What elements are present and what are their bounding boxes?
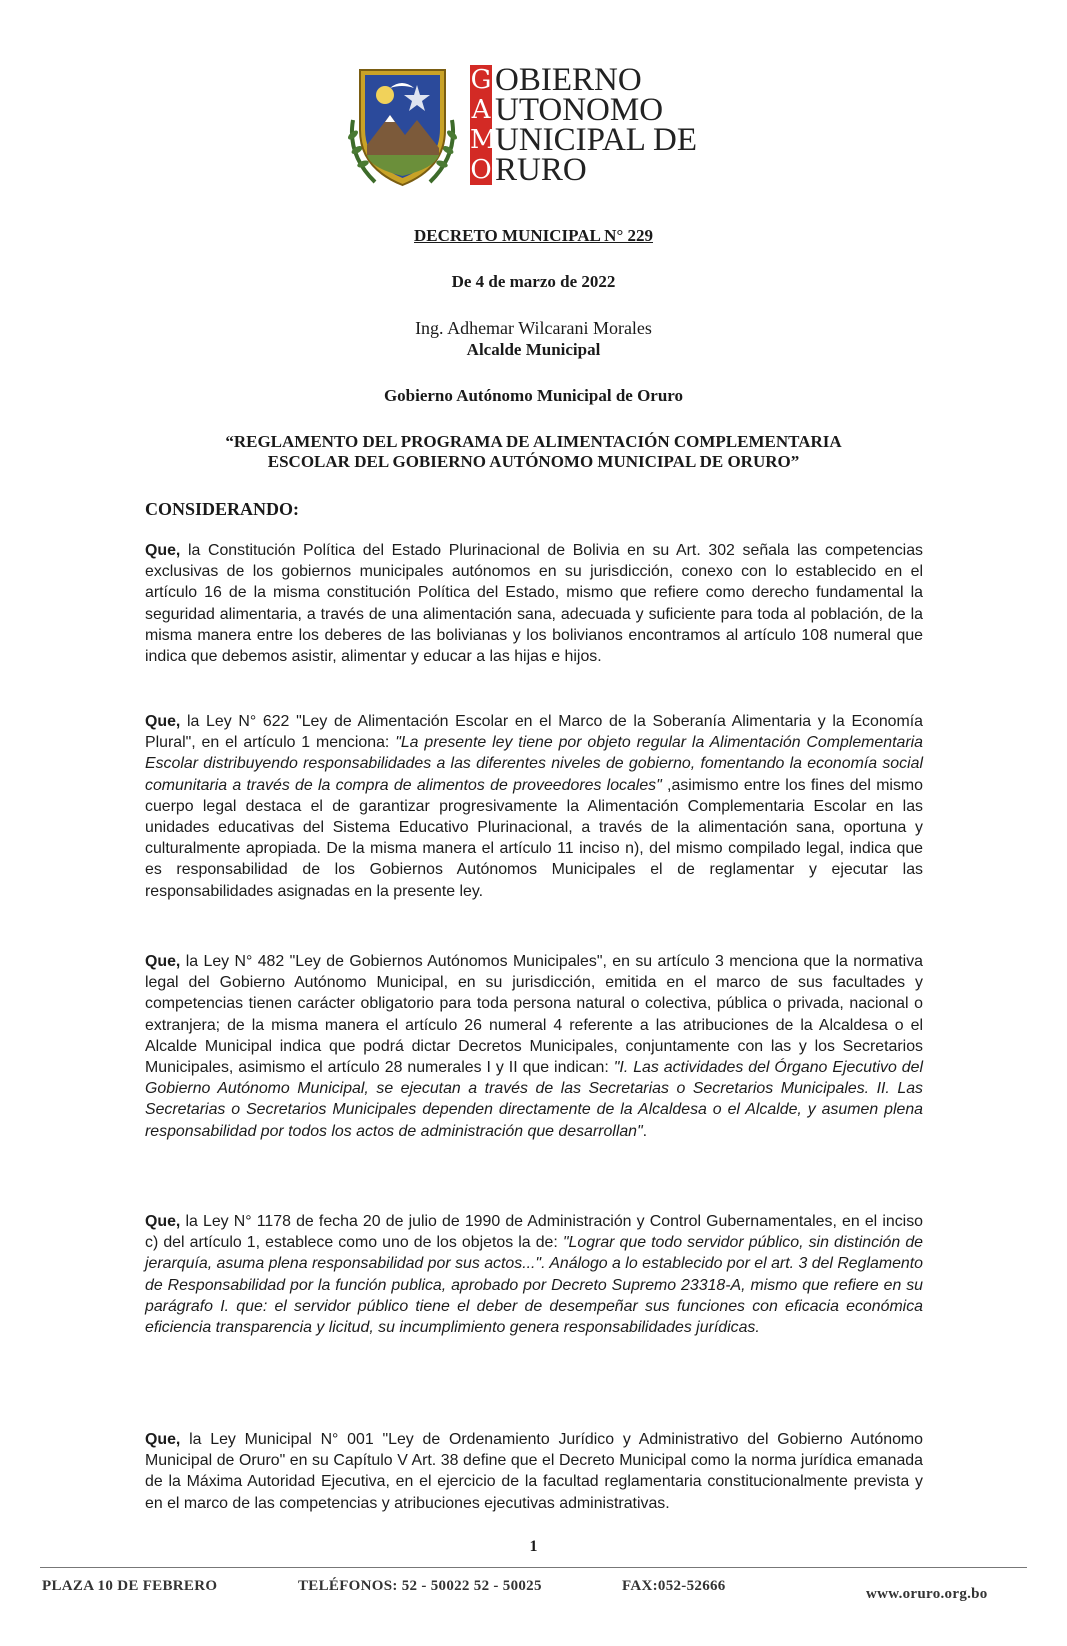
gamo-letter: M: [470, 125, 497, 155]
mayor-title: Alcalde Municipal: [466, 340, 601, 359]
mayor-name: Ing. Adhemar Wilcarani Morales: [415, 318, 652, 338]
whereas-paragraph: [145, 1211, 923, 1338]
whereas-paragraph: [145, 711, 923, 902]
regulation-title: [0, 432, 1067, 472]
footer-phones: TELÉFONOS: 52 - 50022 52 - 50025: [298, 1578, 542, 1594]
paragraph-lead: Que,: [145, 713, 181, 730]
footer-address: PLAZA 10 DE FEBRERO: [42, 1578, 218, 1594]
gamo-letter: A: [471, 95, 491, 125]
org-wordmark-line: UTONOMO: [495, 92, 664, 128]
gamo-letter: G: [470, 65, 492, 95]
paragraph-text: la Ley N° 482 "Ley de Gobiernos Autónomos Municipales", en su artículo 3 menciona que la normativa legal del Gobierno Autónomo Municipal, en su jurisdicción, emitida en el marco de sus facultades y competencias tienen carácter obligatorio para toda persona natural o colectiva, pública o privada, nacional o extranjera; de la misma manera el artículo 26 numeral 4 referente a las atribuciones de la Alcaldesa o el Alcalde Municipal indica que podrá dictar Decretos Municipales, conjuntamente con las y los Secretarios Municipales, asimismo el artículo 28 numerales I y II que indican:: [145, 953, 923, 1077]
paragraph-quote: "I. Las actividades del Órgano Ejecutivo del Gobierno Autónomo Municipal, se ejecutan a través de las Secretarias o Secretarios Municipales. II. Las Secretarias o Secretarios Municipales dependen directamente de la Alcaldesa o el Alcalde, y asumen plena responsabilidad por todos los actos de administración que desarrollan": [145, 1059, 923, 1140]
coat-of-arms-icon: [345, 60, 460, 195]
paragraph-text: la Ley N° 622 "Ley de Alimentación Escolar en el Marco de la Soberanía Alimentaria y la Economía Plural", en el artículo 1 menciona:: [145, 713, 923, 752]
paragraph-quote: "La presente ley tiene por objeto regular la Alimentación Complementaria Escolar distribuyendo responsabilidades a las diferentes niveles de gobierno, fomentando la economía social comunitaria a través de la compra de alimentos de proveedores locales": [145, 734, 923, 794]
header-logo: [345, 55, 745, 195]
org-wordmark-line: OBIERNO: [495, 62, 642, 98]
paragraph-text: la Constitución Política del Estado Plurinacional de Bolivia en su Art. 302 señala las competencias exclusivas de los gobiernos municipales autónomos en su jurisdicción, conexo con lo establecido en el artículo 16 de la misma constitución Política del Estado, mismo que refiere como derecho fundamental la seguridad alimentaria, a través de una alimentación sana, adecuada y suficiente para toda al población, de la misma manera entre los deberes de las bolivianas y los bolivianos encontramos al artículo 108 numeral que indica que debemos asistir, alimentar y educar a las hijas e hijos.: [145, 542, 923, 666]
regulation-title-line: ESCOLAR DEL GOBIERNO AUTÓNOMO MUNICIPAL DE ORURO”: [267, 452, 800, 471]
whereas-paragraph: [145, 540, 923, 667]
whereas-paragraph: [145, 1429, 923, 1514]
paragraph-text: .: [642, 1122, 648, 1140]
org-wordmark: [495, 62, 697, 188]
gamo-letter: O: [470, 155, 492, 185]
regulation-title-line: “REGLAMENTO DEL PROGRAMA DE ALIMENTACIÓN COMPLEMENTARIA: [225, 432, 842, 451]
paragraph-quote: "Lograr que todo servidor público, sin distinción de jerarquía, asuma plena responsabilidad por sus actos...". Análogo a lo establecido por el art. 3 del Reglamento de Responsabilidad por la función publica, aprobado por Decreto Supremo 23318-A, mismo que refiere en su parágrafo I. que: el servidor público tiene el deber de desempeñar sus funciones con eficacia económica eficiencia transparencia y licitud, su incumplimiento genera responsabilidades jurídicas.: [145, 1234, 923, 1337]
paragraph-text: la Ley Municipal N° 001 "Ley de Ordenamiento Jurídico y Administrativo del Gobierno Autónomo Municipal de Oruro" en su Capítulo V Art. 38 define que el Decreto Municipal como la norma jurídica emanada de la Máxima Autoridad Ejecutiva, en el ejercicio de la facultad reglamentaria constitucionalmente prevista y en el marco de las competencias y atribuciones ejecutivas administrativas.: [145, 1431, 923, 1512]
whereas-paragraph: [145, 951, 923, 1142]
paragraph-lead: Que,: [145, 542, 181, 559]
paragraph-text: ,asimismo entre los fines del mismo cuerpo legal destaca el de garantizar progresivamente la Alimentación Complementaria Escolar en las unidades educativas del Sistema Educativo Plurinacional, a través de la alimentación sana, oportuna y culturalmente apropiada. De la misma manera el artículo 11 inciso n), del mismo compilado legal, indica que es responsabilidad de los Gobiernos Autónomos Municipales el de reglamentar y ejecutar las responsabilidades asignadas en la presente ley.: [145, 776, 923, 900]
paragraph-lead: Que,: [145, 1213, 181, 1230]
footer-fax: FAX:052-52666: [622, 1578, 726, 1594]
footer-website-link[interactable]: www.oruro.org.bo: [866, 1586, 988, 1602]
gamo-acronym: [470, 65, 497, 185]
org-wordmark-line: RURO: [495, 152, 587, 188]
footer-divider: [40, 1567, 1027, 1568]
paragraph-lead: Que,: [145, 1431, 181, 1448]
decree-title-text: DECRETO MUNICIPAL N° 229: [414, 226, 653, 245]
considerando-heading: CONSIDERANDO:: [145, 499, 300, 519]
paragraph-text: la Ley N° 1178 de fecha 20 de julio de 1990 de Administración y Control Gubernamentales, en el inciso c) del artículo 1, establece como uno de los objetos la de:: [145, 1213, 923, 1252]
org-wordmark-line: UNICIPAL DE: [495, 122, 697, 158]
decree-date: De 4 de marzo de 2022: [451, 272, 616, 291]
paragraph-lead: Que,: [145, 953, 181, 970]
organization-name: Gobierno Autónomo Municipal de Oruro: [383, 386, 684, 405]
decree-title: [0, 226, 1067, 246]
page-number: 1: [529, 1538, 538, 1555]
